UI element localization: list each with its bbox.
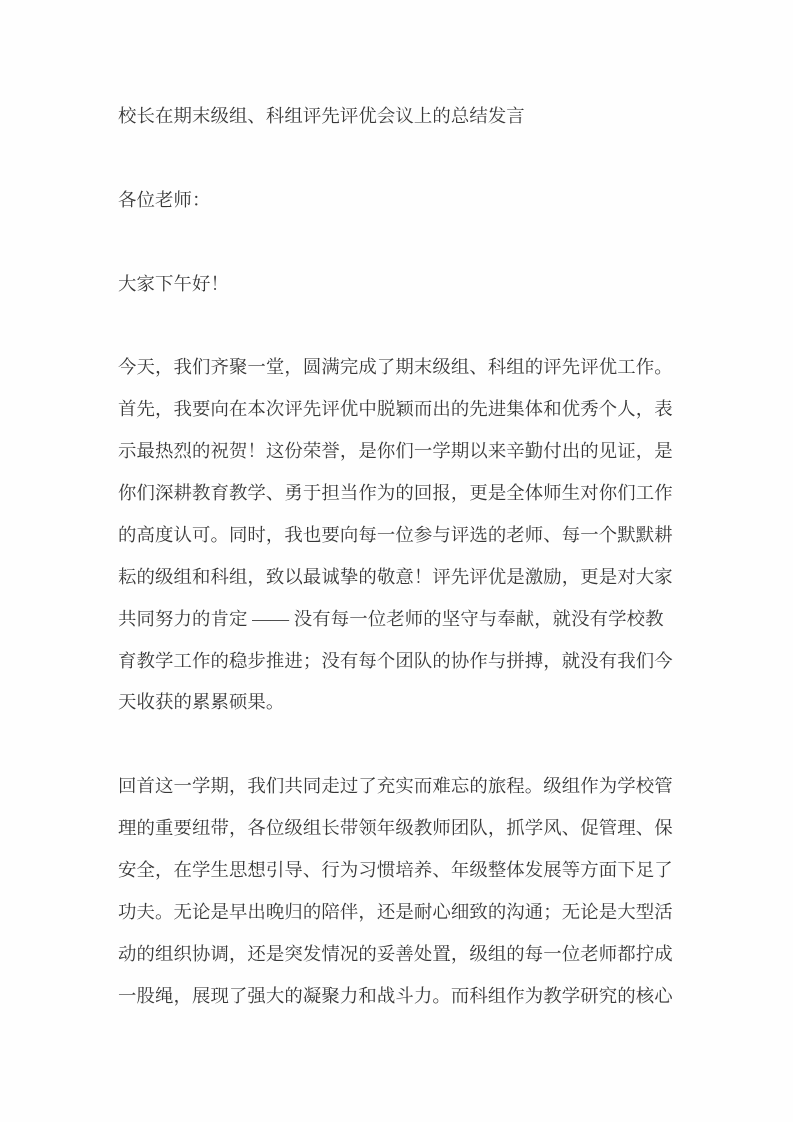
paragraph-2: [118, 766, 678, 1017]
blank-line: [118, 138, 678, 180]
paragraph-line: 动的组织协调，还是突发情况的妥善处置，级组的每一位老师都拧成: [118, 943, 673, 964]
blank-line: [118, 222, 678, 264]
paragraph-line: 首先，我要向在本次评先评优中脱颖而出的先进集体和优秀个人，表: [118, 399, 673, 420]
paragraph-line: 理的重要纽带，各位级组长带领年级教师团队，抓学风、促管理、保: [118, 818, 673, 839]
paragraph-line: 你们深耕教育教学、勇于担当作为的回报，更是全体师生对你们工作: [118, 483, 673, 504]
paragraph-line: 安全，在学生思想引导、行为习惯培养、年级整体发展等方面下足了: [118, 860, 673, 881]
salutation: 各位老师：: [118, 189, 211, 210]
paragraph-line: 功夫。无论是早出晚归的陪伴，还是耐心细致的沟通；无论是大型活: [118, 901, 673, 922]
document-body: [118, 96, 678, 1018]
paragraph-line: 回首这一学期，我们共同走过了充实而难忘的旅程。级组作为学校管: [118, 776, 673, 797]
greeting: 大家下午好！: [118, 273, 229, 294]
paragraph-line: 一股绳，展现了强大的凝聚力和战斗力。而科组作为教学研究的核心: [118, 985, 673, 1006]
paragraph-1: [118, 347, 678, 724]
blank-line: [118, 305, 678, 347]
paragraph-line: 育教学工作的稳步推进；没有每个团队的协作与拼搏，就没有我们今: [118, 650, 673, 671]
document-title: 校长在期末级组、科组评先评优会议上的总结发言: [118, 106, 525, 126]
paragraph-line: 共同努力的肯定 —— 没有每一位老师的坚守与奉献，就没有学校教: [118, 608, 664, 629]
paragraph-line: 的高度认可。同时，我也要向每一位参与评选的老师、每一个默默耕: [118, 524, 673, 545]
blank-line: [118, 724, 678, 766]
paragraph-line: 耘的级组和科组，致以最诚挚的敬意！评先评优是激励，更是对大家: [118, 566, 673, 587]
paragraph-line: 今天，我们齐聚一堂，圆满完成了期末级组、科组的评先评优工作。: [118, 357, 673, 378]
paragraph-line: 示最热烈的祝贺！这份荣誉，是你们一学期以来辛勤付出的见证，是: [118, 441, 673, 462]
paragraph-line: 天收获的累累硕果。: [118, 692, 285, 713]
